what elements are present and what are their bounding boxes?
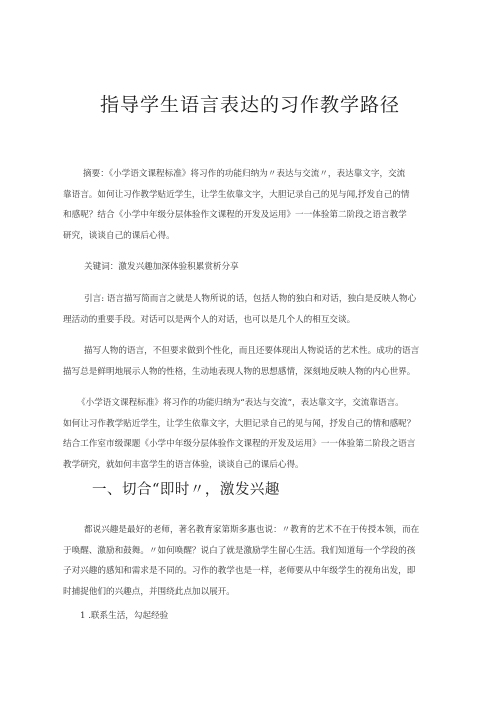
subsection-heading: 1 .联系生活，勾起经验 xyxy=(80,611,169,621)
body-line: 教学研究，就如何丰富学生的语言体验，谈谈自己的课后心得。 xyxy=(63,459,304,470)
abstract-line: 摘要：《小学语文课程标准》将习作的功能归纳为〃表达与交流〃，表达靠文字，交流 xyxy=(83,169,406,179)
body-paragraph xyxy=(63,520,445,602)
intro-paragraph xyxy=(63,289,445,330)
body-line: 时捕捉他们的兴趣点，并围绕此点加以展开。 xyxy=(63,586,235,597)
body-line: 于唤醒、激励和鼓舞。〃如何唤醒？说白了就是激励学生留心生活。我们知道每一个学段的孩 xyxy=(63,545,416,556)
body-line: 如何让习作教学贴近学生，让学生依靠文字，大胆记录自己的见与闻，抒发自己的情和感呢？ xyxy=(63,418,416,429)
abstract-line: 靠语言。如何让习作教学贴近学生，让学生依靠文字，大胆记录自己的见与闻,抒发自己的情 xyxy=(63,189,410,200)
section-heading: 一、切合“即时〃，激发兴趣 xyxy=(92,482,280,498)
keywords-line: 关键词：激发兴趣加深体验积累赏析分享 xyxy=(84,262,239,272)
body-line: 都说兴趣是最好的老师，著名教育家第斯多惠也说：〃教育的艺术不在于传授本领，而在 xyxy=(84,525,420,535)
intro-line: 理活动的重要手段。对话可以是两个人的对话，也可以是几个人的相互交谈。 xyxy=(63,314,356,325)
body-line: 《小学语文课程标准》将习作的功能归纳为“表达与交流”，表达靠文字，交流靠语言。 xyxy=(77,398,404,408)
body-paragraph xyxy=(63,393,445,475)
body-line: 子对兴趣的感知和需求是不同的。习作的教学也是一样，老师要从中年级学生的视角出发，即 xyxy=(63,566,416,576)
abstract-line: 研究，谈谈自己的课后心得。 xyxy=(63,230,175,241)
body-line: 描写人物的语言，不但要求做到个性化，而且还要体现出人物说话的艺术性。成功的语言 xyxy=(84,346,420,356)
abstract-line: 和感呢？结合《小学中年级分层体验作文课程的开发及运用》一一体验第二阶段之语言教学 xyxy=(63,210,407,220)
body-line: 结合工作室市级课题《小学中年级分层体验作文课程的开发及运用》一一体验第二阶段之语言 xyxy=(63,439,416,449)
abstract-paragraph xyxy=(63,164,445,246)
body-paragraph xyxy=(63,341,445,382)
document-title: 指导学生语言表达的习作教学路径 xyxy=(99,94,400,116)
body-line: 描写总是鲜明地展示人物的性格，生动地表现人物的思想感情，深刻地反映人物的内心世界。 xyxy=(63,366,416,377)
intro-line: 引言: 语言描写简而言之就是人物所说的话，包括人物的独白和对话，独白是反映人物心 xyxy=(84,294,417,304)
